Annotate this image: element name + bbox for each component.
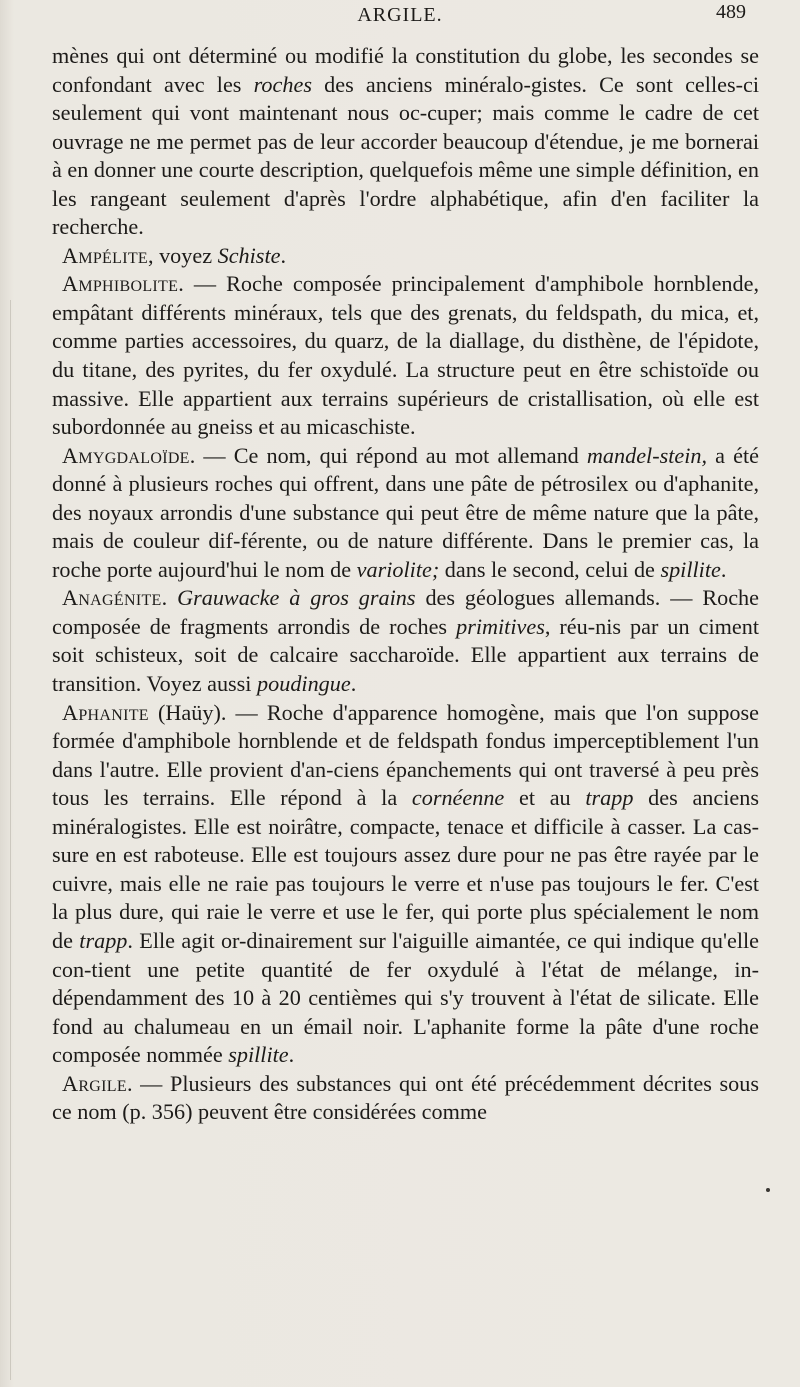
italic-term: trapp bbox=[585, 785, 634, 811]
text-run: , voyez bbox=[147, 242, 218, 268]
italic-term: Schiste bbox=[217, 242, 281, 268]
entry-term: Argile bbox=[62, 1070, 127, 1096]
entry-argile bbox=[52, 1070, 759, 1127]
entry-ampelite bbox=[52, 242, 759, 271]
entry-aphanite bbox=[52, 699, 759, 1070]
text-run: . bbox=[288, 1042, 295, 1068]
italic-term: variolite; bbox=[356, 556, 440, 582]
page-number: 489 bbox=[716, 1, 746, 23]
text-run: . — Roche composée principalement d'amphibole hornblende, empâtant différents minéraux, tels que des grenats, du feldspath, du mica, et, comme parties accessoires, du quarz, de la diallage, du disthène, de l'épidote, du titane, des pyrites, du fer oxydulé. La structure peut en être schistoïde ou massive. Elle appartient aux terrains supérieurs de cristallisation, où elle est subordonnée au gneiss et au micaschiste. bbox=[52, 271, 759, 440]
text-run: des géologues allemands. — Roche composée de fragments arrondis de roches bbox=[52, 585, 759, 639]
entry-term: Aphanite bbox=[62, 699, 149, 725]
italic-term: spillite bbox=[228, 1042, 289, 1068]
italic-term: roches bbox=[253, 71, 312, 97]
text-run: . — Ce nom, qui répond au mot allemand bbox=[189, 442, 587, 468]
entry-amphibolite bbox=[52, 270, 759, 441]
text-run: . bbox=[280, 242, 287, 268]
italic-term: poudingue bbox=[257, 671, 351, 697]
text-run: . — Plusieurs des substances qui ont été précédemment décrites sous ce nom (p. 356) peuvent être considérées comme bbox=[52, 1070, 759, 1125]
italic-term: trapp bbox=[79, 927, 128, 953]
italic-term: Grauwacke à gros grains bbox=[177, 585, 416, 611]
text-run: dans le second, celui de bbox=[439, 556, 661, 582]
text-run: . Elle agit or-dinairement sur l'aiguille aimantée, ce qui indique qu'elle con-tient une petite quantité de fer oxydulé à l'état de mélange, in-dépendamment des 10 à 20 centièmes qui s'y trouvent à l'état de silicate. Elle fond au chalumeau en un émail noir. L'aphanite forme la pâte d'une roche composée nommée bbox=[52, 927, 759, 1068]
text-run: des anciens minéralo-gistes. Ce sont celles-ci seulement qui vont maintenant nous oc-cuper; mais comme le cadre de cet ouvrage ne me permet pas de leur accorder beaucoup d'étendue, je me bornerai à en donner une courte description, quelquefois même une simple définition, en les rangeant seulement d'après l'ordre alphabétique, afin d'en faciliter la recherche. bbox=[52, 71, 759, 240]
text-run: . bbox=[720, 556, 727, 582]
italic-term: cornéenne bbox=[411, 785, 505, 811]
text-run: et au bbox=[504, 785, 586, 811]
entry-term: Anagénite bbox=[62, 585, 162, 611]
text-run: mènes qui ont déterminé ou modifié la constitution du globe, les secondes se confondant avec les bbox=[52, 43, 759, 97]
entry-anagenite bbox=[52, 584, 759, 698]
italic-term: primitives bbox=[456, 613, 545, 639]
text-run: . bbox=[161, 585, 178, 611]
text-run: a été donné à plusieurs roches qui offrent, dans une pâte de pétrosilex ou d'aphanite, des noyaux arrondis d'une substance qui peut être de même nature que la pâte, mais de couleur dif-férente, ou de nature différente. Dans le premier cas, la roche porte aujourd'hui le nom de bbox=[52, 442, 759, 582]
entry-amygdaloide bbox=[52, 442, 759, 585]
body-text bbox=[52, 42, 759, 1127]
page-edge-shadow bbox=[10, 300, 11, 1380]
running-title: ARGILE. bbox=[357, 4, 443, 26]
ink-speck bbox=[766, 1188, 770, 1192]
text-run: (Haüy). — Roche d'apparence homogène, mais que l'on suppose formée d'amphibole hornblende et de feldspath fondus imperceptiblement l'un dans l'autre. Elle provient d'an-ciens épanchements qui ont traversé à peu près tous les terrains. Elle répond à la bbox=[52, 699, 759, 811]
italic-term: mandel-stein, bbox=[586, 442, 708, 468]
italic-term: spillite bbox=[660, 556, 721, 582]
text-run: des anciens minéralogistes. Elle est noirâtre, compacte, tenace et difficile à casser. La cas-sure en est raboteuse. Elle est toujours assez dure pour ne pas être rayée par le cuivre, mais elle ne raie pas toujours le verre et n'use pas toujours le fer. C'est la plus dure, qui raie le verre et use le fer, qui porte plus spécialement le nom de bbox=[52, 785, 759, 953]
entry-term: Ampélite bbox=[62, 242, 148, 268]
paragraph-continuation bbox=[52, 42, 759, 242]
text-run: , réu-nis par un ciment soit schisteux, soit de calcaire saccharoïde. Elle appartient aux terrains de transition. Voyez aussi bbox=[52, 613, 759, 697]
text-run: . bbox=[350, 671, 357, 697]
entry-term: Amygdaloïde bbox=[62, 442, 190, 468]
page-header bbox=[0, 0, 800, 40]
entry-term: Amphibolite bbox=[62, 271, 179, 297]
